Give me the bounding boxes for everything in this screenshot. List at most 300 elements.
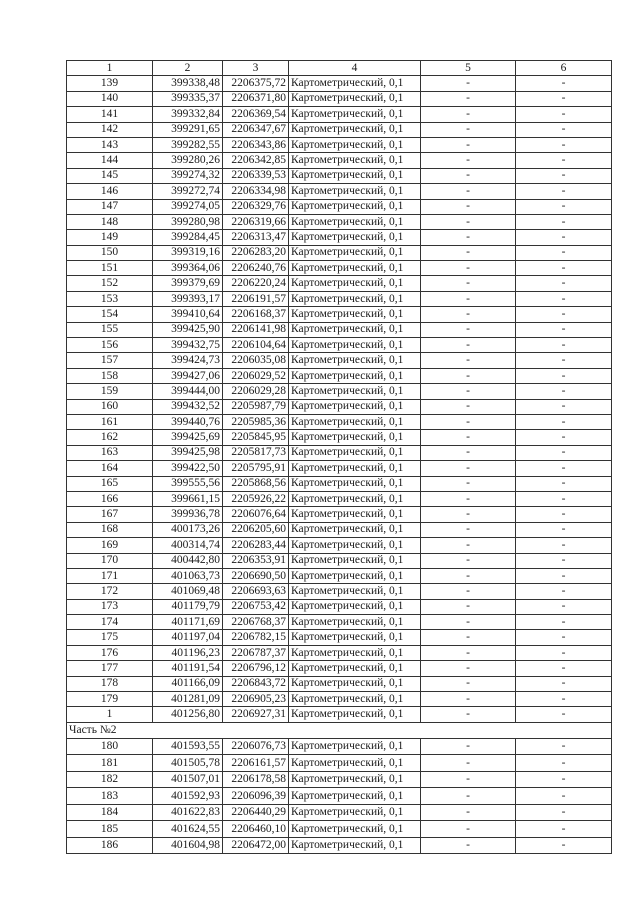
x-coordinate: 401592,93 — [153, 788, 223, 805]
method-accuracy: Картометрический, 0,1 — [289, 338, 421, 353]
col-5-value: - — [421, 584, 516, 599]
x-coordinate: 400314,74 — [153, 538, 223, 553]
table-row — [67, 507, 612, 522]
x-coordinate: 401507,01 — [153, 771, 223, 788]
col-6-value: - — [516, 507, 612, 522]
y-coordinate: 2206029,28 — [223, 384, 289, 399]
y-coordinate: 2206168,37 — [223, 307, 289, 322]
col-5-value: - — [421, 661, 516, 676]
col-6-value: - — [516, 755, 612, 772]
point-number: 147 — [67, 199, 153, 214]
col-6-value: - — [516, 322, 612, 337]
col-5-value: - — [421, 788, 516, 805]
table-row — [67, 788, 612, 805]
col-5-value: - — [421, 353, 516, 368]
x-coordinate: 401179,79 — [153, 599, 223, 614]
col-5-value: - — [421, 491, 516, 506]
x-coordinate: 399432,75 — [153, 338, 223, 353]
col-6-value: - — [516, 707, 612, 722]
col-5-value: - — [421, 461, 516, 476]
table-row — [67, 199, 612, 214]
table-row — [67, 645, 612, 660]
point-number: 145 — [67, 168, 153, 183]
col-5-value: - — [421, 755, 516, 772]
col-6-value: - — [516, 553, 612, 568]
x-coordinate: 399338,48 — [153, 76, 223, 91]
point-number: 178 — [67, 676, 153, 691]
col-6-value: - — [516, 771, 612, 788]
table-row — [67, 399, 612, 414]
col-6-value: - — [516, 338, 612, 353]
method-accuracy: Картометрический, 0,1 — [289, 276, 421, 291]
col-6-value: - — [516, 245, 612, 260]
table-row — [67, 804, 612, 821]
x-coordinate: 401622,83 — [153, 804, 223, 821]
table-row — [67, 630, 612, 645]
y-coordinate: 2206690,50 — [223, 568, 289, 583]
y-coordinate: 2206076,64 — [223, 507, 289, 522]
col-5-value: - — [421, 821, 516, 838]
y-coordinate: 2206347,67 — [223, 122, 289, 137]
table-row — [67, 230, 612, 245]
col-5-value: - — [421, 692, 516, 707]
col-6-value: - — [516, 645, 612, 660]
col-5-value: - — [421, 122, 516, 137]
y-coordinate: 2206375,72 — [223, 76, 289, 91]
table-row — [67, 261, 612, 276]
method-accuracy: Картометрический, 0,1 — [289, 199, 421, 214]
col-5-value: - — [421, 676, 516, 691]
col-6-value: - — [516, 76, 612, 91]
method-accuracy: Картометрический, 0,1 — [289, 788, 421, 805]
method-accuracy: Картометрический, 0,1 — [289, 399, 421, 414]
method-accuracy: Картометрический, 0,1 — [289, 122, 421, 137]
x-coordinate: 399425,69 — [153, 430, 223, 445]
col-6-value: - — [516, 837, 612, 854]
table-row — [67, 676, 612, 691]
table-row — [67, 291, 612, 306]
x-coordinate: 399282,55 — [153, 137, 223, 152]
col-6-value: - — [516, 291, 612, 306]
table-row — [67, 661, 612, 676]
point-number: 170 — [67, 553, 153, 568]
table-row — [67, 837, 612, 854]
point-number: 174 — [67, 615, 153, 630]
x-coordinate: 400173,26 — [153, 522, 223, 537]
col-5-value: - — [421, 338, 516, 353]
method-accuracy: Картометрический, 0,1 — [289, 230, 421, 245]
method-accuracy: Картометрический, 0,1 — [289, 755, 421, 772]
y-coordinate: 2206472,00 — [223, 837, 289, 854]
y-coordinate: 2206753,42 — [223, 599, 289, 614]
y-coordinate: 2206141,98 — [223, 322, 289, 337]
y-coordinate: 2206076,73 — [223, 738, 289, 755]
method-accuracy: Картометрический, 0,1 — [289, 771, 421, 788]
point-number: 150 — [67, 245, 153, 260]
col-6-value: - — [516, 430, 612, 445]
col-5-value: - — [421, 476, 516, 491]
document-page — [66, 60, 612, 854]
y-coordinate: 2206104,64 — [223, 338, 289, 353]
method-accuracy: Картометрический, 0,1 — [289, 645, 421, 660]
x-coordinate: 399427,06 — [153, 368, 223, 383]
method-accuracy: Картометрический, 0,1 — [289, 538, 421, 553]
method-accuracy: Картометрический, 0,1 — [289, 461, 421, 476]
col-6-value: - — [516, 307, 612, 322]
section-header-row — [67, 722, 612, 738]
col-5-value: - — [421, 384, 516, 399]
point-number: 160 — [67, 399, 153, 414]
table-row — [67, 599, 612, 614]
table-row — [67, 214, 612, 229]
col-6-value: - — [516, 137, 612, 152]
col-6-value: - — [516, 368, 612, 383]
col-5-value: - — [421, 804, 516, 821]
point-number: 182 — [67, 771, 153, 788]
header-col-1: 1 — [67, 61, 153, 76]
col-5-value: - — [421, 707, 516, 722]
table-row — [67, 738, 612, 755]
table-row — [67, 91, 612, 106]
col-5-value: - — [421, 261, 516, 276]
point-number: 166 — [67, 491, 153, 506]
x-coordinate: 401505,78 — [153, 755, 223, 772]
col-5-value: - — [421, 414, 516, 429]
table-row — [67, 584, 612, 599]
x-coordinate: 399661,15 — [153, 491, 223, 506]
method-accuracy: Картометрический, 0,1 — [289, 599, 421, 614]
point-number: 181 — [67, 755, 153, 772]
point-number: 168 — [67, 522, 153, 537]
x-coordinate: 399425,98 — [153, 445, 223, 460]
col-5-value: - — [421, 245, 516, 260]
method-accuracy: Картометрический, 0,1 — [289, 153, 421, 168]
point-number: 158 — [67, 368, 153, 383]
y-coordinate: 2206334,98 — [223, 184, 289, 199]
col-6-value: - — [516, 107, 612, 122]
col-6-value: - — [516, 230, 612, 245]
col-5-value: - — [421, 599, 516, 614]
x-coordinate: 399425,90 — [153, 322, 223, 337]
point-number: 139 — [67, 76, 153, 91]
method-accuracy: Картометрический, 0,1 — [289, 553, 421, 568]
y-coordinate: 2206343,86 — [223, 137, 289, 152]
y-coordinate: 2205926,22 — [223, 491, 289, 506]
x-coordinate: 399410,64 — [153, 307, 223, 322]
method-accuracy: Картометрический, 0,1 — [289, 322, 421, 337]
y-coordinate: 2206353,91 — [223, 553, 289, 568]
table-row — [67, 755, 612, 772]
col-6-value: - — [516, 788, 612, 805]
point-number: 156 — [67, 338, 153, 353]
table-row — [67, 538, 612, 553]
method-accuracy: Картометрический, 0,1 — [289, 414, 421, 429]
method-accuracy: Картометрический, 0,1 — [289, 353, 421, 368]
col-6-value: - — [516, 153, 612, 168]
table-row — [67, 76, 612, 91]
method-accuracy: Картометрический, 0,1 — [289, 476, 421, 491]
method-accuracy: Картометрический, 0,1 — [289, 368, 421, 383]
col-5-value: - — [421, 76, 516, 91]
col-5-value: - — [421, 630, 516, 645]
table-row — [67, 338, 612, 353]
x-coordinate: 399379,69 — [153, 276, 223, 291]
table-row — [67, 491, 612, 506]
col-5-value: - — [421, 771, 516, 788]
col-5-value: - — [421, 291, 516, 306]
section-title: Часть №2 — [67, 722, 612, 738]
col-5-value: - — [421, 168, 516, 183]
col-6-value: - — [516, 738, 612, 755]
table-row — [67, 445, 612, 460]
method-accuracy: Картометрический, 0,1 — [289, 214, 421, 229]
point-number: 161 — [67, 414, 153, 429]
x-coordinate: 401196,23 — [153, 645, 223, 660]
point-number: 149 — [67, 230, 153, 245]
col-5-value: - — [421, 199, 516, 214]
col-6-value: - — [516, 91, 612, 106]
table-row — [67, 353, 612, 368]
point-number: 173 — [67, 599, 153, 614]
table-row — [67, 384, 612, 399]
y-coordinate: 2206240,76 — [223, 261, 289, 276]
x-coordinate: 399424,73 — [153, 353, 223, 368]
x-coordinate: 401593,55 — [153, 738, 223, 755]
col-5-value: - — [421, 399, 516, 414]
method-accuracy: Картометрический, 0,1 — [289, 430, 421, 445]
point-number: 154 — [67, 307, 153, 322]
table-row — [67, 168, 612, 183]
x-coordinate: 401191,54 — [153, 661, 223, 676]
point-number: 179 — [67, 692, 153, 707]
col-5-value: - — [421, 214, 516, 229]
col-6-value: - — [516, 214, 612, 229]
col-6-value: - — [516, 461, 612, 476]
table-row — [67, 430, 612, 445]
table-row — [67, 153, 612, 168]
point-number: 172 — [67, 584, 153, 599]
col-5-value: - — [421, 837, 516, 854]
x-coordinate: 401197,04 — [153, 630, 223, 645]
point-number: 163 — [67, 445, 153, 460]
method-accuracy: Картометрический, 0,1 — [289, 76, 421, 91]
point-number: 152 — [67, 276, 153, 291]
x-coordinate: 401063,73 — [153, 568, 223, 583]
method-accuracy: Картометрический, 0,1 — [289, 184, 421, 199]
x-coordinate: 399422,50 — [153, 461, 223, 476]
y-coordinate: 2205868,56 — [223, 476, 289, 491]
table-row — [67, 476, 612, 491]
point-number: 155 — [67, 322, 153, 337]
x-coordinate: 399335,37 — [153, 91, 223, 106]
point-number: 167 — [67, 507, 153, 522]
y-coordinate: 2206927,31 — [223, 707, 289, 722]
y-coordinate: 2206283,44 — [223, 538, 289, 553]
col-6-value: - — [516, 615, 612, 630]
header-col-5: 5 — [421, 61, 516, 76]
col-6-value: - — [516, 522, 612, 537]
y-coordinate: 2206782,15 — [223, 630, 289, 645]
col-6-value: - — [516, 676, 612, 691]
y-coordinate: 2206369,54 — [223, 107, 289, 122]
col-5-value: - — [421, 368, 516, 383]
method-accuracy: Картометрический, 0,1 — [289, 137, 421, 152]
col-5-value: - — [421, 538, 516, 553]
col-5-value: - — [421, 230, 516, 245]
col-6-value: - — [516, 804, 612, 821]
col-5-value: - — [421, 507, 516, 522]
table-row — [67, 692, 612, 707]
col-6-value: - — [516, 168, 612, 183]
col-6-value: - — [516, 384, 612, 399]
method-accuracy: Картометрический, 0,1 — [289, 168, 421, 183]
y-coordinate: 2206339,53 — [223, 168, 289, 183]
col-6-value: - — [516, 584, 612, 599]
col-5-value: - — [421, 184, 516, 199]
method-accuracy: Картометрический, 0,1 — [289, 245, 421, 260]
col-6-value: - — [516, 445, 612, 460]
y-coordinate: 2205817,73 — [223, 445, 289, 460]
point-number: 153 — [67, 291, 153, 306]
table-row — [67, 522, 612, 537]
table-row — [67, 122, 612, 137]
table-row — [67, 137, 612, 152]
table-row — [67, 322, 612, 337]
col-5-value: - — [421, 153, 516, 168]
header-col-6: 6 — [516, 61, 612, 76]
col-5-value: - — [421, 738, 516, 755]
point-number: 165 — [67, 476, 153, 491]
method-accuracy: Картометрический, 0,1 — [289, 507, 421, 522]
col-5-value: - — [421, 307, 516, 322]
col-5-value: - — [421, 91, 516, 106]
method-accuracy: Картометрический, 0,1 — [289, 692, 421, 707]
method-accuracy: Картометрический, 0,1 — [289, 837, 421, 854]
x-coordinate: 399432,52 — [153, 399, 223, 414]
point-number: 148 — [67, 214, 153, 229]
y-coordinate: 2206905,23 — [223, 692, 289, 707]
y-coordinate: 2206787,37 — [223, 645, 289, 660]
table-row — [67, 568, 612, 583]
col-5-value: - — [421, 522, 516, 537]
col-6-value: - — [516, 692, 612, 707]
x-coordinate: 399444,00 — [153, 384, 223, 399]
table-row — [67, 553, 612, 568]
x-coordinate: 399319,16 — [153, 245, 223, 260]
point-number: 140 — [67, 91, 153, 106]
method-accuracy: Картометрический, 0,1 — [289, 307, 421, 322]
col-5-value: - — [421, 137, 516, 152]
header-col-2: 2 — [153, 61, 223, 76]
x-coordinate: 401281,09 — [153, 692, 223, 707]
x-coordinate: 399393,17 — [153, 291, 223, 306]
y-coordinate: 2206029,52 — [223, 368, 289, 383]
point-number: 146 — [67, 184, 153, 199]
method-accuracy: Картометрический, 0,1 — [289, 522, 421, 537]
point-number: 143 — [67, 137, 153, 152]
point-number: 175 — [67, 630, 153, 645]
method-accuracy: Картометрический, 0,1 — [289, 584, 421, 599]
y-coordinate: 2205845,95 — [223, 430, 289, 445]
y-coordinate: 2206319,66 — [223, 214, 289, 229]
method-accuracy: Картометрический, 0,1 — [289, 630, 421, 645]
x-coordinate: 399280,26 — [153, 153, 223, 168]
y-coordinate: 2206768,37 — [223, 615, 289, 630]
point-number: 144 — [67, 153, 153, 168]
method-accuracy: Картометрический, 0,1 — [289, 707, 421, 722]
y-coordinate: 2206796,12 — [223, 661, 289, 676]
header-col-3: 3 — [223, 61, 289, 76]
col-5-value: - — [421, 553, 516, 568]
method-accuracy: Картометрический, 0,1 — [289, 804, 421, 821]
method-accuracy: Картометрический, 0,1 — [289, 107, 421, 122]
table-row — [67, 615, 612, 630]
y-coordinate: 2206460,10 — [223, 821, 289, 838]
y-coordinate: 2206843,72 — [223, 676, 289, 691]
x-coordinate: 401171,69 — [153, 615, 223, 630]
col-6-value: - — [516, 538, 612, 553]
point-number: 176 — [67, 645, 153, 660]
point-number: 177 — [67, 661, 153, 676]
col-6-value: - — [516, 491, 612, 506]
method-accuracy: Картометрический, 0,1 — [289, 661, 421, 676]
table-row — [67, 245, 612, 260]
method-accuracy: Картометрический, 0,1 — [289, 91, 421, 106]
x-coordinate: 399280,98 — [153, 214, 223, 229]
col-5-value: - — [421, 568, 516, 583]
point-number: 142 — [67, 122, 153, 137]
x-coordinate: 399284,45 — [153, 230, 223, 245]
point-number: 184 — [67, 804, 153, 821]
table-row — [67, 414, 612, 429]
col-6-value: - — [516, 821, 612, 838]
x-coordinate: 401166,09 — [153, 676, 223, 691]
x-coordinate: 401604,98 — [153, 837, 223, 854]
y-coordinate: 2206283,20 — [223, 245, 289, 260]
table-row — [67, 707, 612, 722]
point-number: 180 — [67, 738, 153, 755]
method-accuracy: Картометрический, 0,1 — [289, 821, 421, 838]
col-6-value: - — [516, 476, 612, 491]
y-coordinate: 2206178,58 — [223, 771, 289, 788]
method-accuracy: Картометрический, 0,1 — [289, 738, 421, 755]
y-coordinate: 2206035,08 — [223, 353, 289, 368]
method-accuracy: Картометрический, 0,1 — [289, 261, 421, 276]
x-coordinate: 400442,80 — [153, 553, 223, 568]
col-6-value: - — [516, 122, 612, 137]
y-coordinate: 2206693,63 — [223, 584, 289, 599]
y-coordinate: 2206191,57 — [223, 291, 289, 306]
col-5-value: - — [421, 322, 516, 337]
col-5-value: - — [421, 107, 516, 122]
x-coordinate: 399332,84 — [153, 107, 223, 122]
header-col-4: 4 — [289, 61, 421, 76]
col-6-value: - — [516, 568, 612, 583]
col-6-value: - — [516, 199, 612, 214]
y-coordinate: 2206313,47 — [223, 230, 289, 245]
y-coordinate: 2206371,80 — [223, 91, 289, 106]
col-5-value: - — [421, 645, 516, 660]
table-row — [67, 184, 612, 199]
coordinates-table — [66, 60, 612, 854]
point-number: 157 — [67, 353, 153, 368]
point-number: 183 — [67, 788, 153, 805]
point-number: 186 — [67, 837, 153, 854]
col-5-value: - — [421, 615, 516, 630]
x-coordinate: 399936,78 — [153, 507, 223, 522]
x-coordinate: 401256,80 — [153, 707, 223, 722]
x-coordinate: 399274,32 — [153, 168, 223, 183]
